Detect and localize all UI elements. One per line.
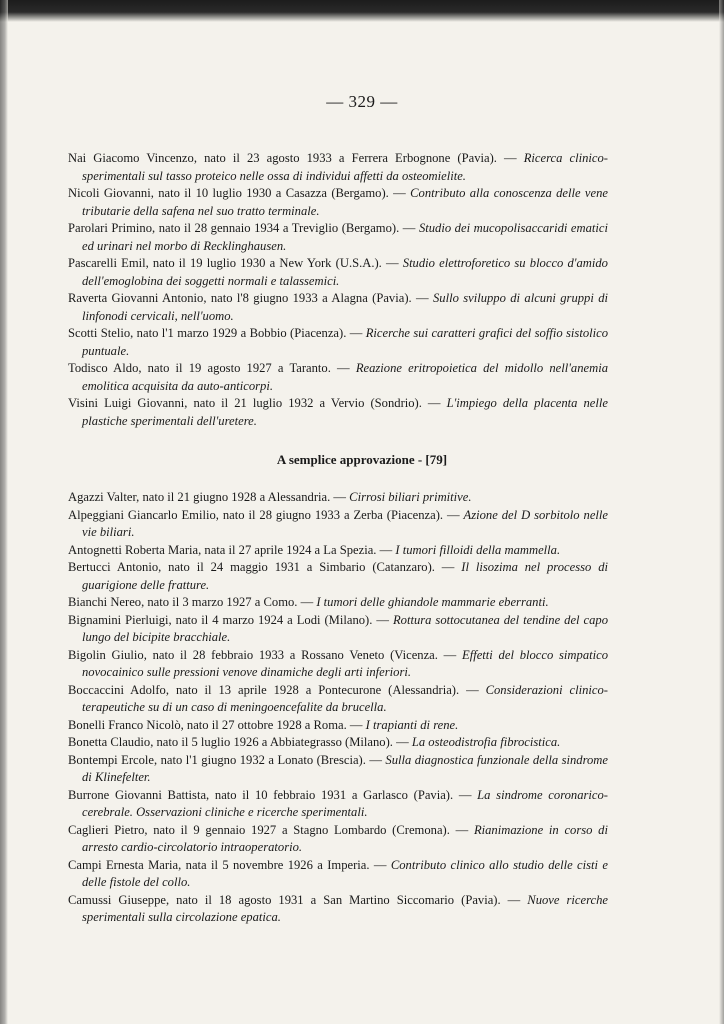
entry-thesis-title: Ricerca clinico-sperimentali sul tasso proteico nelle ossa di individui affetti da osteomielite. xyxy=(82,151,608,183)
entry-thesis-title: Il lisozima nel processo di guarigione delle fratture. xyxy=(82,560,608,592)
entry-author: Pascarelli Emil, nato il 19 luglio 1930 a New York (U.S.A.). — xyxy=(68,256,399,270)
list-entry xyxy=(68,857,608,892)
list-entry xyxy=(68,395,608,430)
scan-right-border xyxy=(719,0,724,1024)
entry-thesis-title: I tumori delle ghiandole mammarie eberranti. xyxy=(316,595,549,609)
entry-thesis-title: L'impiego della placenta nelle plastiche sperimentali dell'uretere. xyxy=(82,396,608,428)
list-entry xyxy=(68,892,608,927)
section-heading: A semplice approvazione - [79] xyxy=(276,452,448,467)
entry-thesis-title: Contributo alla conoscenza delle vene tributarie della safena nel suo tratto terminale. xyxy=(82,186,608,218)
entry-author: Bonelli Franco Nicolò, nato il 27 ottobre 1928 a Roma. — xyxy=(68,717,363,732)
entry-author: Parolari Primino, nato il 28 gennaio 1934 a Treviglio (Bergamo). — xyxy=(68,221,416,235)
list-entry xyxy=(68,220,608,255)
entry-author: Bontempi Ercole, nato l'1 giugno 1932 a Lonato (Brescia). — xyxy=(68,752,382,767)
entry-author: Bianchi Nereo, nato il 3 marzo 1927 a Como. — xyxy=(68,595,314,609)
entry-thesis-title: Reazione eritropoietica del midollo nell'anemia emolitica acquisita da auto-anticorpi. xyxy=(82,361,608,393)
entry-thesis-title: Sulla diagnostica funzionale della sindrome di Klinefelter. xyxy=(82,752,608,784)
entry-thesis-title: Nuove ricerche sperimentali sulla circolazione epatica. xyxy=(82,892,608,924)
entry-thesis-title: Contributo clinico allo studio delle cisti e delle fistole del collo. xyxy=(82,857,608,889)
entry-author: Campi Ernesta Maria, nata il 5 novembre 1926 a Imperia. — xyxy=(68,857,387,872)
entry-thesis-title: Azione del D sorbitolo nelle vie biliari. xyxy=(82,507,609,539)
entry-thesis-title: Studio elettroforetico su blocco d'amido dell'emoglobina dei soggetti normali e talassemici. xyxy=(82,256,608,288)
entry-author: Visini Luigi Giovanni, nato il 21 luglio 1932 a Vervio (Sondrio). — xyxy=(68,396,441,410)
list-entry xyxy=(68,360,608,395)
list-entry xyxy=(68,150,608,185)
entry-author: Todisco Aldo, nato il 19 agosto 1927 a Taranto. — xyxy=(68,361,350,375)
list-entry xyxy=(68,507,608,542)
entry-author: Agazzi Valter, nato il 21 giugno 1928 a Alessandria. — xyxy=(68,490,347,504)
entry-thesis-title: Rianimazione in corso di arresto cardio-circolatorio intraoperatorio. xyxy=(82,822,608,854)
entry-thesis-title: Sullo sviluppo di alcuni gruppi di linfonodi cervicali, nell'uomo. xyxy=(82,291,608,323)
entry-author: Antognetti Roberta Maria, nata il 27 aprile 1924 a La Spezia. — xyxy=(68,542,393,557)
list-entry xyxy=(68,185,608,220)
list-entry xyxy=(68,752,608,787)
entry-thesis-title: La sindrome coronarico-cerebrale. Osservazioni cliniche e ricerche sperimentali. xyxy=(82,787,608,819)
entry-author: Caglieri Pietro, nato il 9 gennaio 1927 a Stagno Lombardo (Cremona). — xyxy=(68,822,469,837)
entry-author: Bertucci Antonio, nato il 24 maggio 1931 a Simbario (Catanzaro). — xyxy=(68,560,455,574)
entry-author: Boccaccini Adolfo, nato il 13 aprile 1928 a Pontecurone (Alessandria). — xyxy=(68,682,479,697)
entry-author: Scotti Stelio, nato l'1 marzo 1929 a Bobbio (Piacenza). — xyxy=(68,326,363,340)
list-entry xyxy=(68,255,608,290)
list-entry xyxy=(68,290,608,325)
entry-thesis-title: Effetti del blocco simpatico novocainico sulle pressioni venove dinamiche degli arti inferiori. xyxy=(82,647,608,679)
entry-thesis-title: La osteodistrofia fibrocistica. xyxy=(411,735,561,749)
thesis-list-honors xyxy=(68,150,608,430)
entry-thesis-title: Studio dei mucopolisaccaridi ematici ed urinari nel morbo di Recklinghausen. xyxy=(82,221,608,253)
entry-thesis-title: Rottura sottocutanea del tendine del capo lungo del bicipite bracchiale. xyxy=(82,612,609,644)
scan-left-border xyxy=(0,0,8,1024)
entry-author: Nai Giacomo Vincenzo, nato il 23 agosto 1933 a Ferrera Erbognone (Pavia). — xyxy=(68,151,517,165)
entry-thesis-title: I tumori filloidi della mammella. xyxy=(395,542,561,557)
list-entry xyxy=(68,734,608,752)
entry-author: Bonetta Claudio, nato il 5 luglio 1926 a Abbiategrasso (Milano). — xyxy=(68,735,409,749)
list-entry xyxy=(68,682,608,717)
entry-author: Raverta Giovanni Antonio, nato l'8 giugno 1933 a Alagna (Pavia). — xyxy=(68,291,429,305)
thesis-list-simple-approval xyxy=(68,489,608,927)
list-entry xyxy=(68,717,608,735)
list-entry xyxy=(68,325,608,360)
list-entry xyxy=(68,822,608,857)
list-entry xyxy=(68,787,608,822)
entry-thesis-title: Considerazioni clinico-terapeutiche su di un caso di meningoencefalite da brucella. xyxy=(82,682,608,714)
entry-author: Camussi Giuseppe, nato il 18 agosto 1931 a San Martino Siccomario (Pavia). — xyxy=(68,892,521,907)
entry-author: Bignamini Pierluigi, nato il 4 marzo 1924 a Lodi (Milano). — xyxy=(68,612,389,627)
list-entry xyxy=(68,594,608,612)
list-entry xyxy=(68,489,608,507)
entry-author: Nicoli Giovanni, nato il 10 luglio 1930 a Casazza (Bergamo). — xyxy=(68,186,406,200)
entry-author: Alpeggiani Giancarlo Emilio, nato il 28 giugno 1933 a Zerba (Piacenza). — xyxy=(68,507,460,522)
list-entry xyxy=(68,612,608,647)
list-entry xyxy=(68,559,608,594)
list-entry xyxy=(68,647,608,682)
page-number: — 329 — xyxy=(326,92,398,111)
entry-thesis-title: I trapianti di rene. xyxy=(365,717,459,732)
entry-thesis-title: Cirrosi biliari primitive. xyxy=(349,490,472,504)
scan-top-border xyxy=(0,0,724,22)
entry-author: Burrone Giovanni Battista, nato il 10 febbraio 1931 a Garlasco (Pavia). — xyxy=(68,787,472,802)
entry-author: Bigolin Giulio, nato il 28 febbraio 1933 a Rossano Veneto (Vicenza. — xyxy=(68,647,457,662)
entry-thesis-title: Ricerche sui caratteri grafici del soffio sistolico puntuale. xyxy=(82,326,608,358)
list-entry xyxy=(68,542,608,560)
